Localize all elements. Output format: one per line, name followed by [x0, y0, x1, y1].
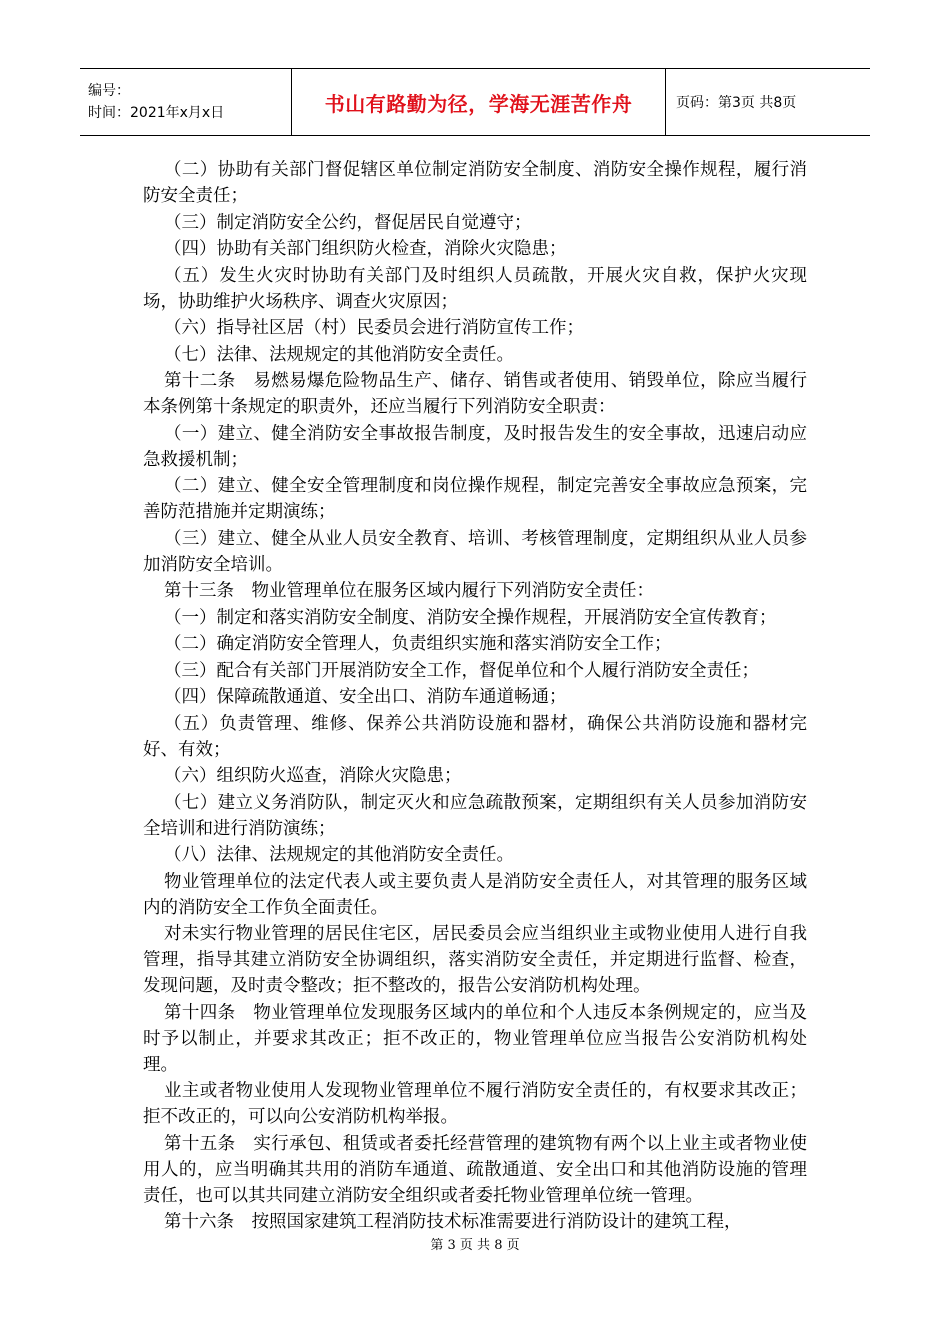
- paragraph: （八）法律、法规规定的其他消防安全责任。: [164, 845, 514, 865]
- article-paragraph: 第十四条 物业管理单位发现服务区域内的单位和个人违反本条例规定的，应当及时予以制止，并要求其改正；拒不改正的，物业管理单位应当报告公安消防机构处理。: [143, 1002, 807, 1075]
- paragraph: （一）制定和落实消防安全制度、消防安全操作规程，开展消防安全宣传教育；: [164, 607, 777, 628]
- document-date-label: 时间：2021年x月x日: [88, 105, 225, 121]
- paragraph: （四）保障疏散通道、安全出口、消防车通道畅通；: [164, 687, 567, 707]
- paragraph: （三）建立、健全从业人员安全教育、培训、考核管理制度，定期组织从业人员参加消防安全培训。: [143, 528, 807, 575]
- paragraph: （五）发生火灾时协助有关部门及时组织人员疏散，开展火灾自救，保护火灾现场，协助维护火场秩序、调查火灾原因；: [143, 265, 807, 312]
- paragraph: 物业管理单位的法定代表人或主要负责人是消防安全责任人，对其管理的服务区域内的消防安全工作负全面责任。: [143, 871, 807, 918]
- page-header: [80, 68, 870, 136]
- document-number-label: 编号：: [88, 83, 130, 99]
- header-motto: 书山有路勤为径，学海无涯苦作舟: [292, 69, 666, 136]
- paragraph: （一）建立、健全消防安全事故报告制度，及时报告发生的安全事故，迅速启动应急救援机制；: [143, 423, 807, 470]
- paragraph: （三）制定消防安全公约，督促居民自觉遵守；: [164, 212, 532, 233]
- paragraph: （二）建立、健全安全管理制度和岗位操作规程，制定完善安全事故应急预案，完善防范措施并定期演练；: [143, 476, 807, 522]
- paragraph: （二）确定消防安全管理人，负责组织实施和落实消防安全工作；: [164, 634, 672, 654]
- paragraph: （四）协助有关部门组织防火检查，消除火灾隐患；: [164, 239, 567, 259]
- header-page-label: 页码：第3页 共8页: [666, 69, 871, 136]
- header-meta-cell: [80, 69, 292, 136]
- paragraph: （二）协助有关部门督促辖区单位制定消防安全制度、消防安全操作规程，履行消防安全责任；: [143, 160, 807, 206]
- page-footer: 第 3 页 共 8 页: [430, 1238, 520, 1253]
- paragraph: （七）法律、法规规定的其他消防安全责任。: [164, 344, 514, 365]
- article-paragraph: 第十五条 实行承包、租赁或者委托经营管理的建筑物有两个以上业主或者物业使用人的，应当明确其共用的消防车通道、疏散通道、安全出口和其他消防设施的管理责任，也可以其共同建立消防安全组织或者委托物业管理单位统一管理。: [143, 1133, 807, 1206]
- article-paragraph: 第十二条 易燃易爆危险物品生产、储存、销售或者使用、销毁单位，除应当履行本条例第十条规定的职责外，还应当履行下列消防安全职责：: [143, 371, 807, 417]
- paragraph: 业主或者物业使用人发现物业管理单位不履行消防安全责任的，有权要求其改正；拒不改正的，可以向公安消防机构举报。: [143, 1081, 807, 1127]
- document-body: [143, 157, 807, 1236]
- article-paragraph: 第十六条 按照国家建筑工程消防技术标准需要进行消防设计的建筑工程，: [164, 1212, 742, 1232]
- paragraph: （六）指导社区居（村）民委员会进行消防宣传工作；: [164, 318, 584, 338]
- paragraph: （三）配合有关部门开展消防安全工作，督促单位和个人履行消防安全责任；: [164, 660, 759, 681]
- article-paragraph: 第十三条 物业管理单位在服务区域内履行下列消防安全责任：: [164, 581, 654, 601]
- paragraph: （五）负责管理、维修、保养公共消防设施和器材，确保公共消防设施和器材完好、有效；: [143, 713, 807, 760]
- paragraph: （七）建立义务消防队，制定灭火和应急疏散预案，定期组织有关人员参加消防安全培训和进行消防演练；: [143, 792, 807, 839]
- paragraph: （六）组织防火巡查，消除火灾隐患；: [164, 766, 462, 786]
- paragraph: 对未实行物业管理的居民住宅区，居民委员会应当组织业主或物业使用人进行自我管理，指导其建立消防安全协调组织，落实消防安全责任，并定期进行监督、检查，发现问题，及时责令整改；拒不整改的，报告公安消防机构处理。: [143, 924, 807, 996]
